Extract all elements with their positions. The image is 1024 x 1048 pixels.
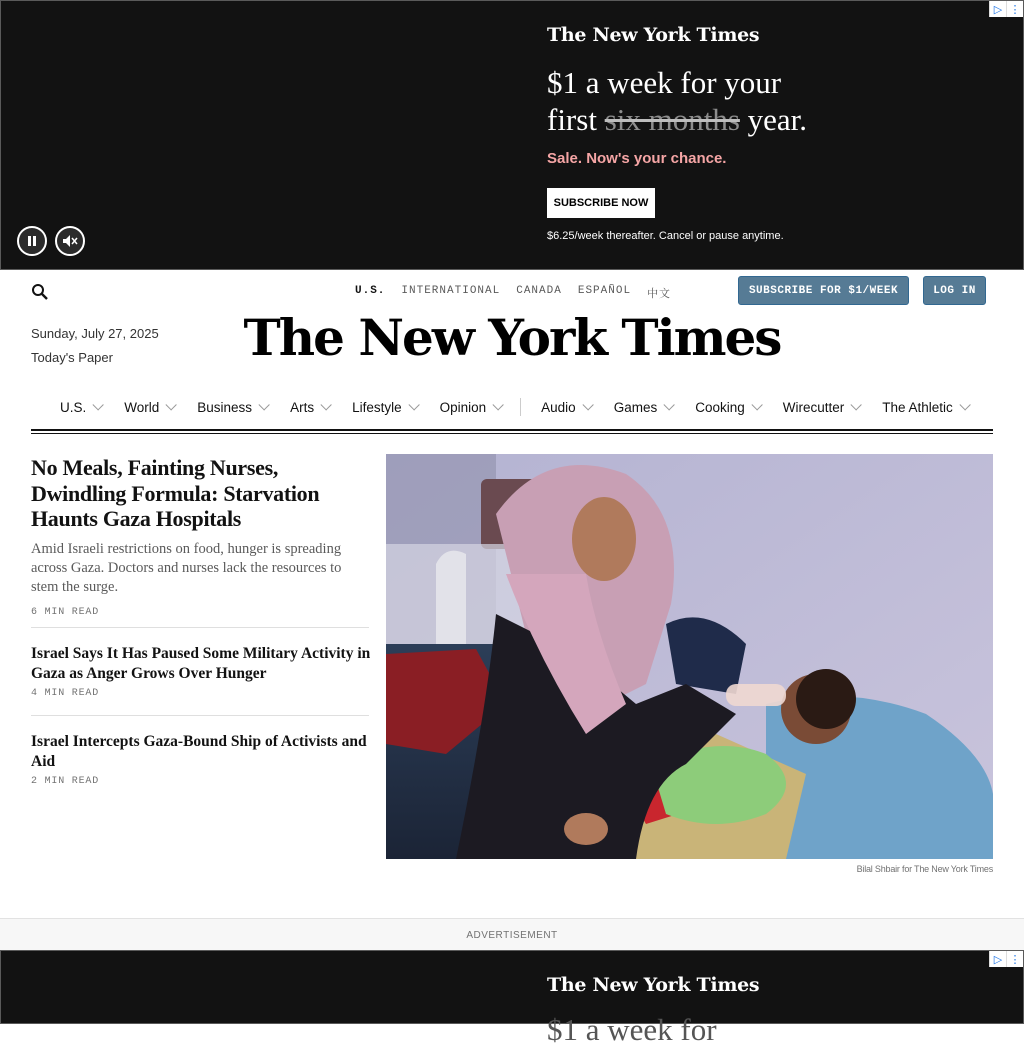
search-icon[interactable]	[31, 283, 49, 301]
chevron-down-icon	[751, 399, 762, 410]
ad-headline-line2: first six months year.	[547, 102, 808, 137]
nav-wirecutter[interactable]: Wirecutter	[783, 398, 859, 416]
lead-photo[interactable]	[386, 454, 993, 859]
nav-us[interactable]: U.S.	[60, 398, 100, 416]
adchoices-icon[interactable]: ▷ ⋮	[989, 1, 1023, 17]
story-item[interactable]	[31, 644, 371, 699]
chevron-down-icon	[582, 399, 593, 410]
todays-paper-link[interactable]: Today's Paper	[31, 350, 113, 365]
nav-audio[interactable]: Audio	[541, 398, 590, 416]
top-advertisement[interactable]	[0, 0, 1024, 270]
mute-icon[interactable]	[55, 226, 85, 256]
ad-brand-logo: The New York Times	[547, 974, 760, 996]
chevron-down-icon	[959, 399, 970, 410]
ad-fineprint: $6.25/week thereafter. Cancel or pause anytime.	[547, 230, 784, 242]
edition-canada[interactable]: CANADA	[516, 285, 562, 297]
story-divider	[31, 715, 369, 716]
login-button[interactable]: LOG IN	[923, 276, 986, 305]
nav-business[interactable]: Business	[197, 398, 266, 416]
ad-sale-text: Sale. Now's your chance.	[547, 150, 727, 167]
lead-headline[interactable]: No Meals, Fainting Nurses, Dwindling Formula: Starvation Haunts Gaza Hospitals	[31, 455, 320, 531]
chevron-down-icon	[851, 399, 862, 410]
subscribe-button[interactable]: SUBSCRIBE FOR $1/WEEK	[738, 276, 909, 305]
edition-espanol[interactable]: ESPAÑOL	[577, 285, 632, 297]
story-headline[interactable]: Israel Says It Has Paused Some Military Activity in Gaza as Anger Grows Over Hunger	[31, 645, 371, 682]
bottom-advertisement[interactable]	[0, 950, 1024, 1047]
chevron-down-icon	[93, 399, 104, 410]
nav-opinion[interactable]: Opinion	[440, 398, 501, 416]
edition-international[interactable]: INTERNATIONAL	[401, 285, 501, 297]
ad-headline-partial: $1 a week for	[547, 1012, 717, 1047]
chevron-down-icon	[321, 399, 332, 410]
adchoices-icon[interactable]: ▷ ⋮	[989, 951, 1023, 967]
edition-us[interactable]: U.S.	[355, 285, 386, 297]
advertisement-label: ADVERTISEMENT	[0, 918, 1024, 951]
lead-read-time: 6 MIN READ	[31, 606, 100, 618]
nav-lifestyle[interactable]: Lifestyle	[352, 398, 416, 416]
ad-brand-logo: The New York Times	[547, 24, 760, 46]
chevron-down-icon	[493, 399, 504, 410]
nyt-logo[interactable]: The New York Times	[243, 308, 781, 367]
nav-world[interactable]: World	[124, 398, 173, 416]
ad-headline	[547, 64, 807, 138]
nav-divider	[520, 398, 521, 416]
section-nav	[60, 398, 991, 416]
story-item[interactable]	[31, 732, 371, 787]
nav-games[interactable]: Games	[614, 398, 672, 416]
ad-strike-text: six months	[604, 102, 740, 137]
nav-rule-thin	[31, 433, 993, 434]
edition-chinese[interactable]: 中文	[647, 289, 672, 301]
ad-headline-line1: $1 a week for your	[547, 65, 782, 100]
lead-story[interactable]	[31, 455, 371, 618]
story-read-time: 2 MIN READ	[31, 776, 100, 787]
chevron-down-icon	[408, 399, 419, 410]
lead-summary: Amid Israeli restrictions on food, hunger is spreading across Gaza. Doctors and nurses lack the resources to stem the surge.	[31, 540, 342, 595]
nav-the-athletic[interactable]: The Athletic	[882, 398, 967, 416]
chevron-down-icon	[664, 399, 675, 410]
pause-icon[interactable]	[17, 226, 47, 256]
chevron-down-icon	[259, 399, 270, 410]
story-read-time: 4 MIN READ	[31, 688, 100, 699]
edition-menu	[355, 285, 671, 301]
nav-rule	[31, 429, 993, 431]
story-divider	[31, 627, 369, 628]
story-headline[interactable]: Israel Intercepts Gaza-Bound Ship of Activists and Aid	[31, 733, 367, 770]
nav-arts[interactable]: Arts	[290, 398, 328, 416]
ad-subscribe-now-button[interactable]: SUBSCRIBE NOW	[547, 188, 655, 218]
photo-credit: Bilal Shbair for The New York Times	[856, 864, 993, 874]
nav-cooking[interactable]: Cooking	[695, 398, 759, 416]
chevron-down-icon	[166, 399, 177, 410]
current-date: Sunday, July 27, 2025	[31, 326, 159, 341]
